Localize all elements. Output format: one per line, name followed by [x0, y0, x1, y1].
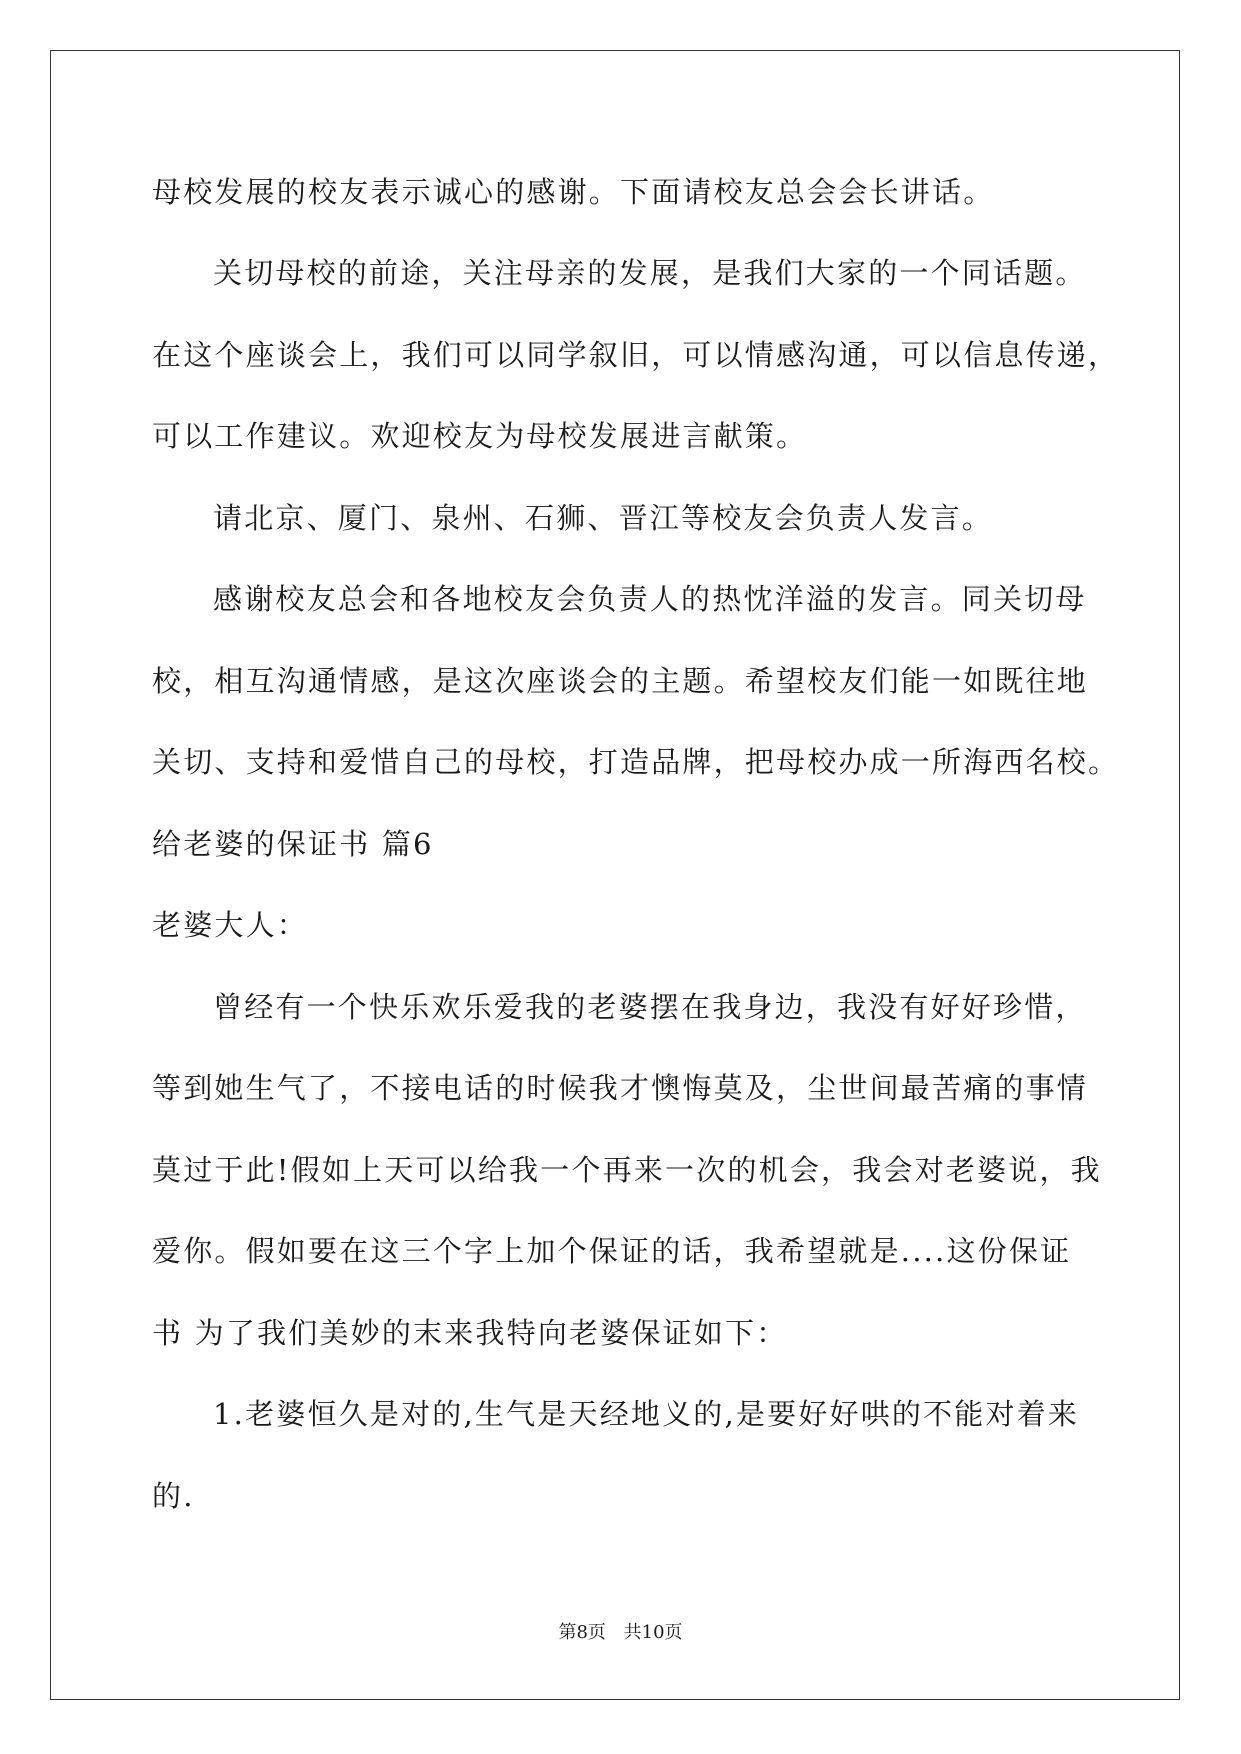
paragraph-line: 等到她生气了，不接电话的时候我才懊悔莫及，尘世间最苦痛的事情: [152, 1071, 1089, 1105]
salutation: 老婆大人：: [152, 908, 309, 942]
page-number: 第8页: [558, 1622, 606, 1643]
paragraph-line: 校，相互沟通情感，是这次座谈会的主题。希望校友们能一如既往地: [152, 664, 1089, 698]
paragraph-line: 莫过于此!假如上天可以给我一个再来一次的机会，我会对老婆说，我: [152, 1153, 1102, 1187]
paragraph-line: 可以工作建议。欢迎校友为母校发展进言献策。: [152, 419, 808, 453]
paragraph-line: 书 为了我们美妙的末来我特向老婆保证如下：: [152, 1316, 788, 1350]
section-heading: 给老婆的保证书 篇6: [152, 827, 434, 861]
list-item-line: 1.老婆恒久是对的,生气是天经地义的,是要好好哄的不能对着来: [213, 1397, 1080, 1431]
page-footer: [0, 1622, 1241, 1644]
paragraph-line: 请北京、厦门、泉州、石狮、晋江等校友会负责人发言。: [213, 501, 994, 535]
page-border: [50, 50, 1180, 1700]
paragraph-line: 母校发展的校友表示诚心的感谢。下面请校友总会会长讲话。: [152, 175, 995, 209]
paragraph-line: 关切、支持和爱惜自己的母校，打造品牌，把母校办成一所海西名校。: [152, 745, 1120, 779]
page-total: 共10页: [623, 1622, 683, 1643]
paragraph-line: 在这个座谈会上，我们可以同学叙旧，可以情感沟通，可以信息传递，: [152, 338, 1120, 372]
list-item-line: 的.: [152, 1479, 195, 1513]
paragraph-line: 爱你。假如要在这三个字上加个保证的话，我希望就是....这份保证: [152, 1234, 1072, 1268]
paragraph-line: 感谢校友总会和各地校友会负责人的热忱洋溢的发言。同关切母: [213, 582, 1087, 616]
paragraph-line: 曾经有一个快乐欢乐爱我的老婆摆在我身边，我没有好好珍惜，: [213, 990, 1087, 1024]
paragraph-line: 关切母校的前途，关注母亲的发展，是我们大家的一个同话题。: [213, 256, 1087, 290]
